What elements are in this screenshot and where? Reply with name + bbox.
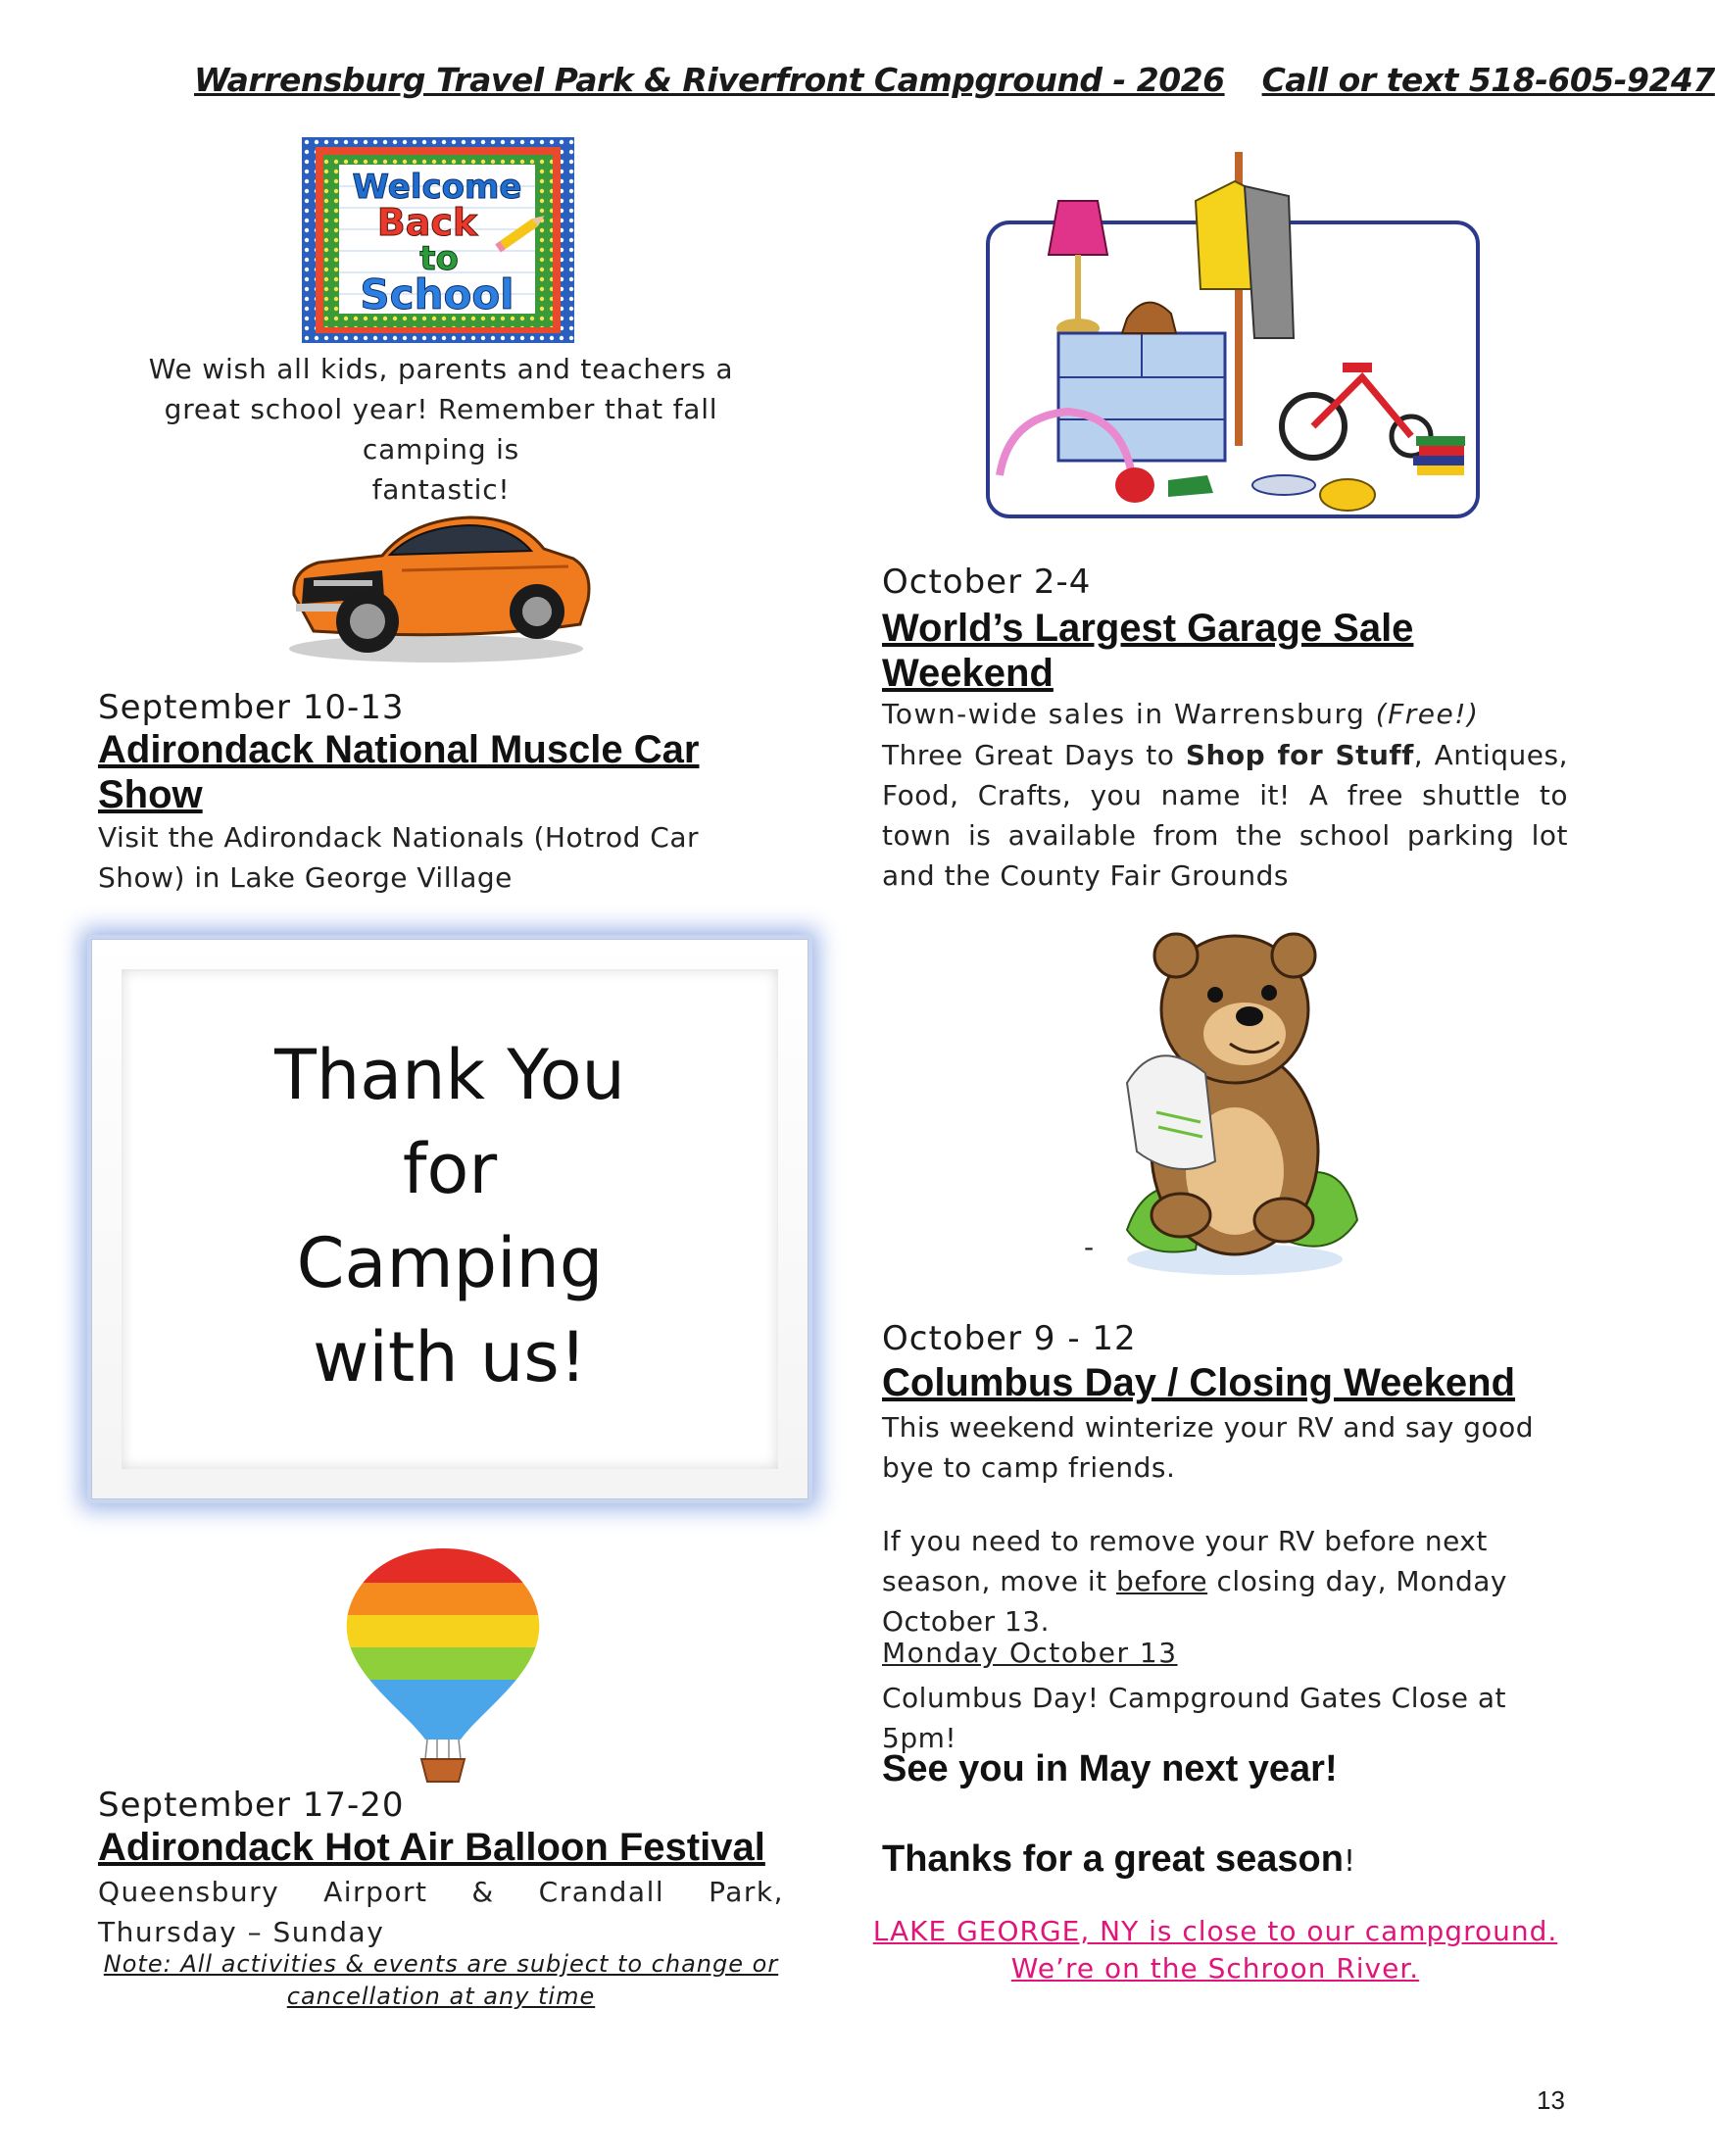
garage-sale-image bbox=[951, 142, 1509, 529]
muscle-car-description: Visit the Adirondack Nationals (Hotrod Car Show) in Lake George Village bbox=[98, 821, 700, 894]
sign-word-to: to bbox=[419, 239, 459, 278]
closing-desc2-a: If you need to remove your RV before next season, move it bbox=[882, 1525, 1488, 1597]
thanks-season-text: Thanks for a great season bbox=[882, 1838, 1344, 1880]
garage-sale-date: October 2-4 bbox=[882, 563, 1092, 602]
school-message-line-1: We wish all kids, parents and teachers a bbox=[148, 353, 734, 385]
page-number: 13 bbox=[1537, 2085, 1565, 2115]
muscle-car-date: September 10-13 bbox=[98, 688, 405, 727]
welcome-back-to-school-image bbox=[302, 137, 574, 343]
garage-sale-subtitle bbox=[882, 694, 1568, 734]
see-you-next-year: See you in May next year! bbox=[882, 1748, 1338, 1789]
garage-sale-desc-c: , Antiques, Food, Crafts, you name it! A free shuttle to town is available from the school parking lot and the County Fair Grounds bbox=[882, 739, 1569, 892]
header-campground-name: Warrensburg Travel Park & Riverfront Campground - 2026 bbox=[194, 61, 1225, 99]
school-message bbox=[98, 349, 784, 510]
garage-sale-subtitle-text: Town-wide sales in Warrensburg bbox=[882, 698, 1366, 730]
balloon-description: Queensbury Airport & Crandall Park, Thursday – Sunday bbox=[98, 1876, 784, 1948]
balloon-title: Adirondack Hot Air Balloon Festival bbox=[98, 1826, 765, 1869]
school-message-line-3: fantastic! bbox=[371, 473, 511, 506]
muscle-car-image bbox=[274, 502, 598, 668]
sign-word-back: Back bbox=[376, 201, 478, 244]
monday-label: Monday October 13 bbox=[882, 1637, 1178, 1669]
lake-george-note bbox=[872, 1913, 1558, 1987]
garage-sale-description bbox=[882, 735, 1568, 896]
thank-you-line-1: Thank You bbox=[274, 1035, 625, 1115]
lake-george-line-1: LAKE GEORGE, NY is close to our campground. bbox=[872, 1915, 1558, 1947]
sign-word-school: School bbox=[360, 270, 514, 318]
teddy-bear-image bbox=[1088, 926, 1372, 1279]
closing-description-1: This weekend winterize your RV and say good bye to camp friends. bbox=[882, 1411, 1535, 1484]
header-phone: Call or text 518-605-9247 bbox=[1261, 61, 1715, 99]
thank-you-line-3: Camping bbox=[296, 1223, 604, 1303]
lake-george-line-2: We’re on the Schroon River. bbox=[1010, 1952, 1420, 1984]
garage-sale-free: (Free!) bbox=[1375, 698, 1480, 730]
garage-sale-desc-a: Three Great Days to bbox=[882, 739, 1186, 771]
closing-title: Columbus Day / Closing Weekend bbox=[882, 1361, 1516, 1404]
thanks-season-bang: ! bbox=[1343, 1844, 1355, 1879]
thank-you-line-2: for bbox=[402, 1129, 498, 1209]
balloon-date: September 17-20 bbox=[98, 1786, 405, 1825]
balloon-note: Note: All activities & events are subject to change or cancellation at any time bbox=[103, 1950, 779, 2010]
bear-dash: - bbox=[1084, 1231, 1095, 1263]
school-message-line-2: great school year! Remember that fall camping is bbox=[164, 393, 718, 466]
sign-word-welcome: Welcome bbox=[352, 168, 522, 207]
closing-date: October 9 - 12 bbox=[882, 1319, 1137, 1358]
thank-you-line-4: with us! bbox=[313, 1317, 587, 1397]
page-header bbox=[194, 61, 1715, 99]
garage-sale-title: World’s Largest Garage Sale Weekend bbox=[882, 607, 1414, 695]
thanks-season bbox=[882, 1838, 1568, 1881]
muscle-car-title: Adirondack National Muscle Car Show bbox=[98, 728, 700, 816]
closing-desc2-before: before bbox=[1116, 1565, 1208, 1597]
closing-desc2-c: closing day, Monday October 13. bbox=[882, 1565, 1507, 1638]
monday-description: Columbus Day! Campground Gates Close at 5pm! bbox=[882, 1682, 1506, 1754]
closing-description-2 bbox=[882, 1521, 1568, 1642]
thank-you-box bbox=[91, 939, 808, 1499]
hot-air-balloon-image bbox=[335, 1539, 551, 1784]
garage-sale-desc-b: Shop for Stuff bbox=[1185, 739, 1414, 771]
